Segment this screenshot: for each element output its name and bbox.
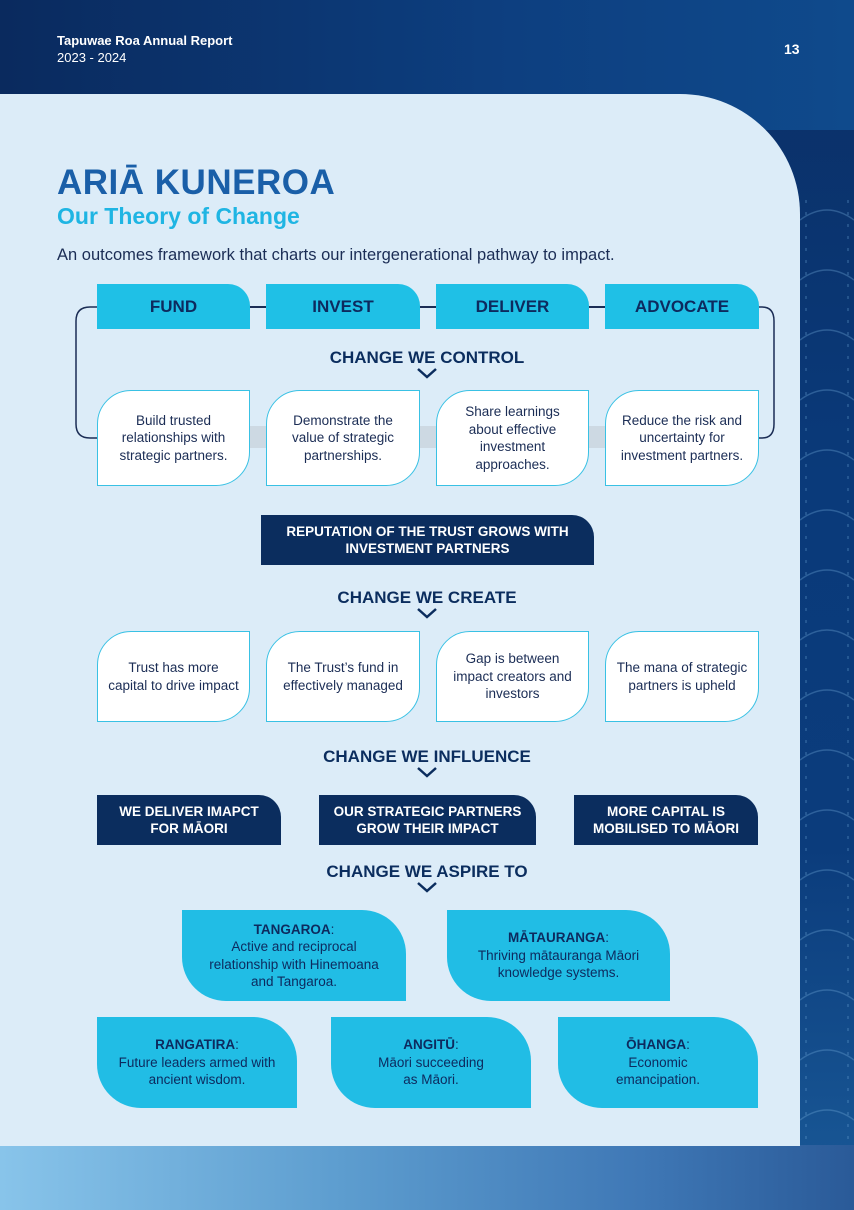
section-label-create: CHANGE WE CREATE	[337, 588, 517, 607]
create-item: Gap is between impact creators and investors	[436, 631, 589, 722]
aspire-item-rangatira: RANGATIRA: Future leaders armed with ancient wisdom.	[97, 1017, 297, 1108]
chevron-down-icon	[416, 607, 438, 619]
section-label-influence: CHANGE WE INFLUENCE	[323, 747, 531, 766]
report-years: 2023 - 2024	[57, 50, 127, 65]
influence-item: WE DELIVER IMAPCT FOR MĀORI	[97, 795, 281, 845]
aspire-text: Future leaders armed with ancient wisdom.	[118, 1054, 276, 1088]
create-item: Trust has more capital to drive impact	[97, 631, 250, 722]
aspire-title: ANGITŪ	[403, 1037, 455, 1053]
aspire-text: Active and reciprocal relationship with Hinemoana and Tangaroa.	[209, 939, 379, 989]
aspire-title: MĀTAURANGA	[507, 930, 606, 946]
pillar-invest: INVEST	[266, 284, 420, 329]
section-label-aspire: CHANGE WE ASPIRE TO	[326, 862, 528, 881]
pillar-connector	[250, 306, 266, 308]
page-title: ARIĀ KUNEROA	[57, 163, 336, 202]
aspire-title: ŌHANGA	[626, 1037, 687, 1053]
reputation-banner: REPUTATION OF THE TRUST GROWS WITH INVESTMENT PARTNERS	[261, 515, 594, 565]
chevron-down-icon	[416, 367, 438, 379]
chevron-down-icon	[416, 881, 438, 893]
control-item: Build trusted relationships with strategic partners.	[97, 390, 250, 486]
pillar-fund: FUND	[97, 284, 250, 329]
control-item: Demonstrate the value of strategic partnerships.	[266, 390, 420, 486]
aspire-item-angitu: ANGITŪ: Māori succeeding as Māori.	[331, 1017, 531, 1108]
report-title: Tapuwae Roa Annual Report	[57, 33, 233, 48]
pillar-advocate: ADVOCATE	[605, 284, 759, 329]
aspire-item-matauranga: MĀTAURANGA: Thriving mātauranga Māori knowledge systems.	[447, 910, 670, 1001]
aspire-text: Economic emancipation.	[615, 1054, 701, 1088]
intro-text: An outcomes framework that charts our intergenerational pathway to impact.	[57, 246, 615, 264]
control-item: Share learnings about effective investment approaches.	[436, 390, 589, 486]
pillar-connector	[589, 306, 605, 308]
influence-item: OUR STRATEGIC PARTNERS GROW THEIR IMPACT	[319, 795, 536, 845]
page-subtitle: Our Theory of Change	[57, 203, 300, 229]
page-number: 13	[784, 41, 800, 57]
aspire-title: RANGATIRA	[155, 1037, 236, 1053]
aspire-text: Māori succeeding as Māori.	[378, 1054, 484, 1088]
control-item: Reduce the risk and uncertainty for investment partners.	[605, 390, 759, 486]
create-item: The Trust’s fund in effectively managed	[266, 631, 420, 722]
aspire-item-tangaroa: TANGAROA: Active and reciprocal relationship with Hinemoana and Tangaroa.	[182, 910, 406, 1001]
chevron-down-icon	[416, 766, 438, 778]
aspire-text: Thriving mātauranga Māori knowledge systems.	[477, 947, 640, 981]
create-item: The mana of strategic partners is upheld	[605, 631, 759, 722]
pillar-deliver: DELIVER	[436, 284, 589, 329]
pillar-connector	[420, 306, 436, 308]
section-label-control: CHANGE WE CONTROL	[329, 348, 525, 367]
influence-item: MORE CAPITAL IS MOBILISED TO MĀORI	[574, 795, 758, 845]
aspire-title: TANGAROA	[253, 921, 331, 937]
aspire-item-ohanga: ŌHANGA: Economic emancipation.	[558, 1017, 758, 1108]
